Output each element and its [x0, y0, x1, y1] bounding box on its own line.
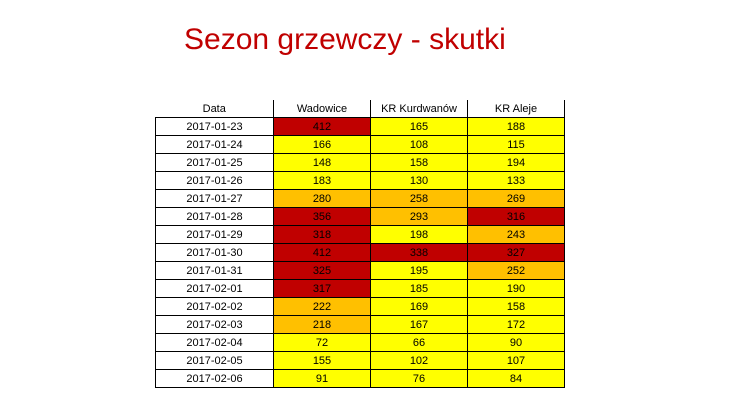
value-cell-wadowice: 148 — [274, 154, 371, 172]
value-cell-kr-aleje: 316 — [468, 208, 565, 226]
date-cell: 2017-02-02 — [156, 298, 274, 316]
date-cell: 2017-02-05 — [156, 352, 274, 370]
value-cell-wadowice: 318 — [274, 226, 371, 244]
value-cell-kr-kurdwanow: 195 — [371, 262, 468, 280]
table-row — [156, 226, 565, 244]
table-row — [156, 154, 565, 172]
date-cell: 2017-01-25 — [156, 154, 274, 172]
value-cell-kr-aleje: 190 — [468, 280, 565, 298]
value-cell-wadowice: 356 — [274, 208, 371, 226]
value-cell-kr-kurdwanow: 338 — [371, 244, 468, 262]
value-cell-kr-kurdwanow: 293 — [371, 208, 468, 226]
value-cell-kr-aleje: 243 — [468, 226, 565, 244]
table-row — [156, 118, 565, 136]
value-cell-kr-aleje: 107 — [468, 352, 565, 370]
date-cell: 2017-01-27 — [156, 190, 274, 208]
table-body — [156, 118, 565, 388]
value-cell-kr-kurdwanow: 167 — [371, 316, 468, 334]
value-cell-kr-aleje: 133 — [468, 172, 565, 190]
table-row — [156, 136, 565, 154]
data-table-container — [155, 100, 565, 388]
value-cell-kr-kurdwanow: 185 — [371, 280, 468, 298]
table-row — [156, 190, 565, 208]
value-cell-kr-aleje: 90 — [468, 334, 565, 352]
date-cell: 2017-02-04 — [156, 334, 274, 352]
table-row — [156, 352, 565, 370]
column-header-kr-aleje: KR Aleje — [468, 100, 565, 118]
value-cell-kr-kurdwanow: 66 — [371, 334, 468, 352]
date-cell: 2017-01-24 — [156, 136, 274, 154]
value-cell-kr-kurdwanow: 258 — [371, 190, 468, 208]
date-cell: 2017-01-26 — [156, 172, 274, 190]
value-cell-kr-aleje: 327 — [468, 244, 565, 262]
value-cell-kr-aleje: 172 — [468, 316, 565, 334]
date-cell: 2017-01-30 — [156, 244, 274, 262]
slide-title: Sezon grzewczy - skutki — [184, 23, 506, 56]
value-cell-kr-aleje: 194 — [468, 154, 565, 172]
column-header-wadowice: Wadowice — [274, 100, 371, 118]
date-cell: 2017-01-31 — [156, 262, 274, 280]
value-cell-kr-aleje: 188 — [468, 118, 565, 136]
table-row — [156, 316, 565, 334]
date-cell: 2017-01-29 — [156, 226, 274, 244]
table-row — [156, 334, 565, 352]
value-cell-kr-kurdwanow: 130 — [371, 172, 468, 190]
column-header-kr-kurdwanow: KR Kurdwanów — [371, 100, 468, 118]
date-cell: 2017-01-23 — [156, 118, 274, 136]
value-cell-kr-kurdwanow: 158 — [371, 154, 468, 172]
value-cell-wadowice: 183 — [274, 172, 371, 190]
value-cell-kr-kurdwanow: 165 — [371, 118, 468, 136]
date-cell: 2017-01-28 — [156, 208, 274, 226]
table-row — [156, 262, 565, 280]
value-cell-kr-aleje: 252 — [468, 262, 565, 280]
value-cell-wadowice: 412 — [274, 118, 371, 136]
value-cell-wadowice: 222 — [274, 298, 371, 316]
value-cell-wadowice: 325 — [274, 262, 371, 280]
column-header-date: Data — [156, 100, 274, 118]
table-row — [156, 370, 565, 388]
value-cell-wadowice: 155 — [274, 352, 371, 370]
value-cell-wadowice: 72 — [274, 334, 371, 352]
value-cell-kr-aleje: 84 — [468, 370, 565, 388]
value-cell-kr-aleje: 158 — [468, 298, 565, 316]
value-cell-kr-kurdwanow: 102 — [371, 352, 468, 370]
value-cell-wadowice: 317 — [274, 280, 371, 298]
value-cell-kr-kurdwanow: 108 — [371, 136, 468, 154]
table-row — [156, 208, 565, 226]
table-row — [156, 280, 565, 298]
table-header — [156, 100, 565, 118]
value-cell-wadowice: 218 — [274, 316, 371, 334]
value-cell-kr-aleje: 115 — [468, 136, 565, 154]
table-header-row — [156, 100, 565, 118]
value-cell-kr-kurdwanow: 169 — [371, 298, 468, 316]
table-row — [156, 172, 565, 190]
data-table — [155, 100, 565, 388]
value-cell-wadowice: 166 — [274, 136, 371, 154]
value-cell-wadowice: 412 — [274, 244, 371, 262]
value-cell-wadowice: 91 — [274, 370, 371, 388]
table-row — [156, 298, 565, 316]
value-cell-kr-aleje: 269 — [468, 190, 565, 208]
date-cell: 2017-02-03 — [156, 316, 274, 334]
table-row — [156, 244, 565, 262]
date-cell: 2017-02-01 — [156, 280, 274, 298]
value-cell-wadowice: 280 — [274, 190, 371, 208]
value-cell-kr-kurdwanow: 198 — [371, 226, 468, 244]
value-cell-kr-kurdwanow: 76 — [371, 370, 468, 388]
date-cell: 2017-02-06 — [156, 370, 274, 388]
